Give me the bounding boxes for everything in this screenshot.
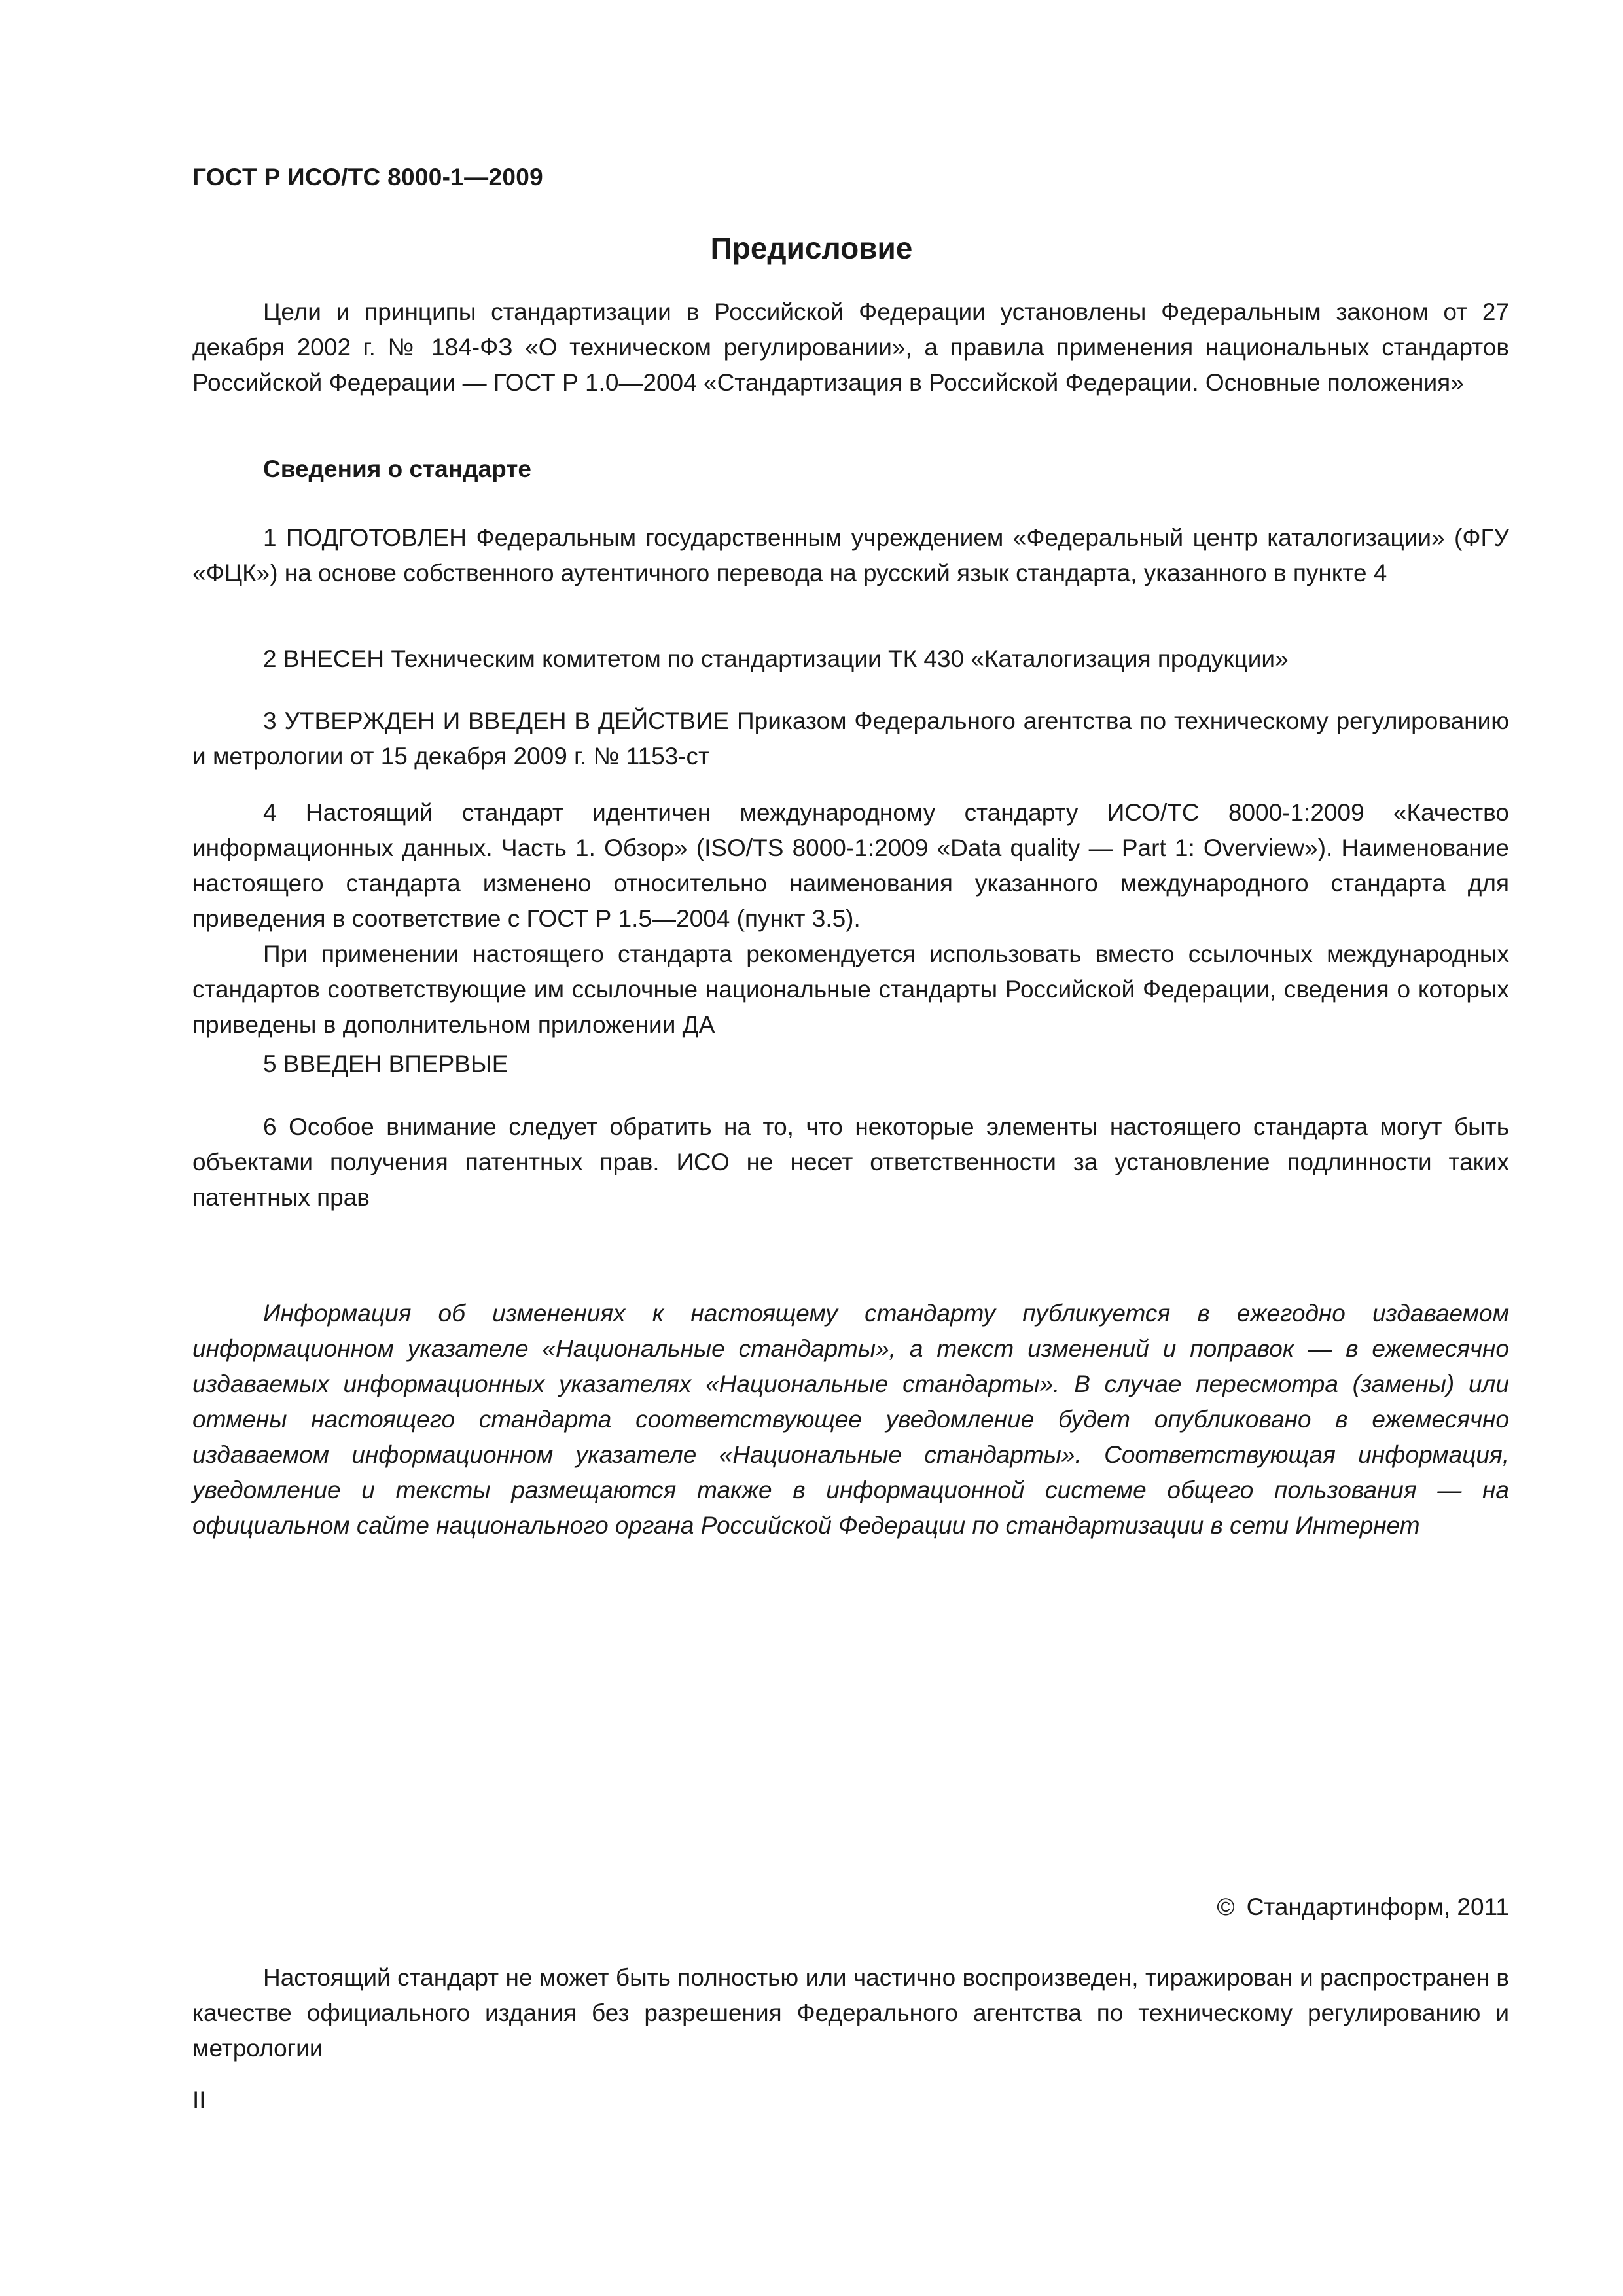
list-item-6 bbox=[192, 1109, 1509, 1215]
copyright-symbol: © bbox=[1217, 1893, 1235, 1920]
list-item-4 bbox=[192, 795, 1509, 1043]
list-item-continuation: При применении настоящего стандарта рекомендуется использовать вместо ссылочных международных стандартов соответствующие им ссылочные национальные стандарты Российской Федерации, сведения о которых приведены в дополнительном приложении ДА bbox=[192, 941, 1509, 1038]
list-item-3 bbox=[192, 704, 1509, 774]
changes-notice-text: Информация об изменениях к настоящему стандарту публикуется в ежегодно издаваемом информационном указателе «Национальные стандарты», а текст изменений и поправок — в ежемесячно издаваемых информационных указателях «Национальные стандарты». В случае пересмотра (замены) или отмены настоящего стандарта соответствующее уведомление будет опубликовано в ежемесячно издаваемом информационном указателе «Национальные стандарты». Соответствующая информация, уведомление и тексты размещаются также в информационной системе общего пользования — на официальном сайте национального органа Российской Федерации по стандартизации в сети Интернет bbox=[192, 1300, 1509, 1539]
list-item-text: 4 Настоящий стандарт идентичен международному стандарту ИСО/ТС 8000-1:2009 «Качество информационных данных. Часть 1. Обзор» (ISO/TS 8000-1:2009 «Data quality — Part 1: Overview»). Наименование настоящего стандарта изменено относительно наименования указанного международного стандарта для приведения в соответствие с ГОСТ Р 1.5—2004 (пункт 3.5). bbox=[192, 799, 1509, 932]
page-title: Предисловие bbox=[710, 231, 913, 265]
changes-notice bbox=[192, 1296, 1509, 1543]
list-item-5 bbox=[192, 1047, 1509, 1082]
list-item-1 bbox=[192, 520, 1509, 591]
list-item-text: 3 УТВЕРЖДЕН И ВВЕДЕН В ДЕЙСТВИЕ Приказом Федерального агентства по техническому регулированию и метрологии от 15 декабря 2009 г. № 1153-ст bbox=[192, 708, 1509, 770]
list-item-2 bbox=[192, 641, 1509, 677]
intro-paragraph bbox=[192, 295, 1509, 401]
list-item-text: 1 ПОДГОТОВЛЕН Федеральным государственным учреждением «Федеральный центр каталогизации» (ФГУ «ФЦК») на основе собственного аутентичного перевода на русский язык стандарта, указанного в пункте 4 bbox=[192, 524, 1509, 586]
page-number: II bbox=[192, 2087, 206, 2113]
copyright-text: Стандартинформ, 2011 bbox=[1246, 1893, 1509, 1920]
list-item-text: 5 ВВЕДЕН ВПЕРВЫЕ bbox=[263, 1050, 508, 1077]
copyright-line bbox=[1217, 1893, 1509, 1921]
intro-text: Цели и принципы стандартизации в Российской Федерации установлены Федеральным законом от 27 декабря 2002 г. № 184-ФЗ «О техническом регулировании», а правила применения национальных стандартов Российской Федерации — ГОСТ Р 1.0—2004 «Стандартизация в Российской Федерации. Основные положения» bbox=[192, 298, 1509, 396]
section-heading: Сведения о стандарте bbox=[263, 456, 531, 482]
rights-statement bbox=[192, 1960, 1509, 2066]
document-code: ГОСТ Р ИСО/ТС 8000-1—2009 bbox=[192, 164, 543, 190]
list-item-text: 6 Особое внимание следует обратить на то, что некоторые элементы настоящего стандарта могут быть объектами получения патентных прав. ИСО не несет ответственности за установление подлинности таких патентных прав bbox=[192, 1113, 1509, 1211]
list-item-text: 2 ВНЕСЕН Техническим комитетом по стандартизации ТК 430 «Каталогизация продукции» bbox=[263, 645, 1289, 672]
rights-text: Настоящий стандарт не может быть полностью или частично воспроизведен, тиражирован и распространен в качестве официального издания без разрешения Федерального агентства по техническому регулированию и метрологии bbox=[192, 1964, 1509, 2062]
